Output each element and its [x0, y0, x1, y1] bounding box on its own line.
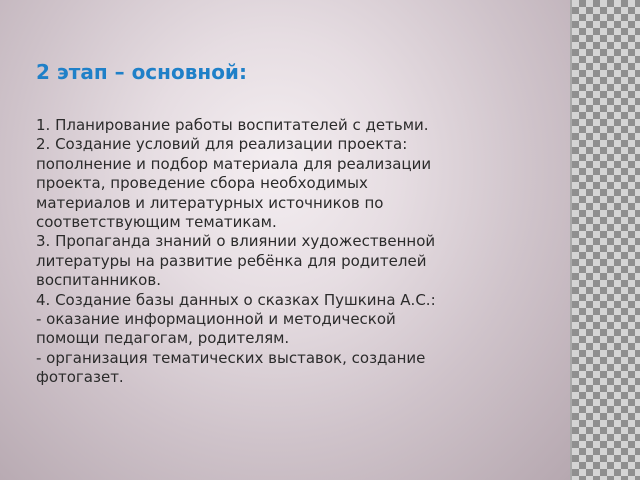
body-line: фотогазет.: [36, 368, 124, 387]
body-line: материалов и литературных источников по: [36, 193, 384, 212]
body-line: 4. Создание базы данных о сказках Пушкина А.С.:: [36, 290, 436, 309]
body-line: 3. Пропаганда знаний о влиянии художественной: [36, 232, 436, 251]
body-line: 1. Планирование работы воспитателей с детьми.: [36, 116, 429, 134]
body-line: 2. Создание условий для реализации проекта:: [36, 135, 408, 154]
slide-body: [36, 116, 476, 388]
body-line: - оказание информационной и методической: [36, 310, 396, 329]
decorative-pattern-strip: [570, 0, 640, 480]
body-line: литературы на развитие ребёнка для родителей: [36, 251, 427, 270]
body-line: - организация тематических выставок, создание: [36, 348, 426, 367]
body-line: помощи педагогам, родителям.: [36, 329, 290, 348]
body-line: пополнение и подбор материала для реализации: [36, 154, 432, 173]
body-line: проекта, проведение сбора необходимых: [36, 174, 368, 193]
body-line: воспитанников.: [36, 271, 161, 290]
slide-title: 2 этап – основной:: [36, 60, 247, 84]
body-line: соответствующим тематикам.: [36, 213, 277, 232]
